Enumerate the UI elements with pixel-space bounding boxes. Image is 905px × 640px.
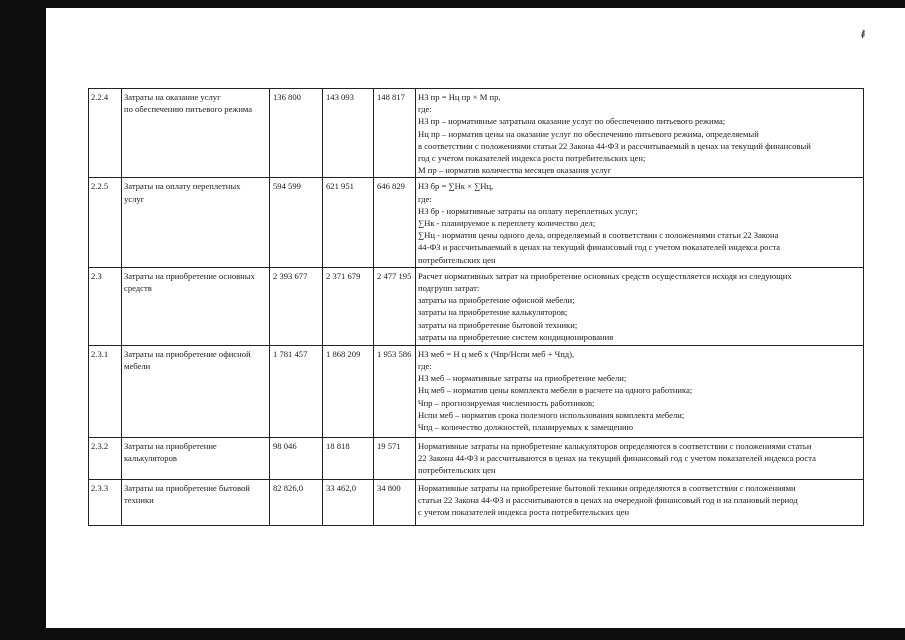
formula-line: НЗ бр - нормативные затраты на оплату переплетных услуг; [418, 205, 638, 216]
amount-year-3-cell: 148 817 [374, 89, 416, 178]
scan-border-bottom [0, 628, 905, 640]
document-page [88, 88, 863, 526]
cost-item-name-line: Затраты на оплату переплетных [124, 181, 241, 192]
formula-line: год с учетом показателей индекса роста потребительских цен; [418, 153, 646, 164]
formula-line: затраты на приобретение систем кондиционирования [418, 331, 614, 342]
formula-line: затраты на приобретение бытовой техники; [418, 319, 578, 330]
amount-year-1-cell: 82 826,0 [270, 479, 323, 525]
formula-line: Нц пр – норматив цены на оказание услуг по обеспечению питьевого режима, определяемый [418, 128, 759, 139]
formula-line: где: [418, 193, 432, 204]
formula-line: Чпд – количество должностей, планируемых к замещению [418, 422, 634, 433]
formula-description-cell [416, 437, 864, 479]
amount-year-2-cell: 143 093 [323, 89, 374, 178]
formula-line: Нспи меб – норматив срока полезного использования комплекта мебели; [418, 409, 685, 420]
cost-norms-table [88, 88, 864, 526]
amount-year-2-cell: 621 951 [323, 178, 374, 267]
formula-line: статьи 22 Закона 44-ФЗ и рассчитываются в ценах на очередной финансовый год и на плановый период [418, 495, 798, 506]
formula-line: НЗ пр – нормативные затратына оказание услуг по обеспечению питьевого режима; [418, 116, 726, 127]
formula-line: ∑Нц - норматив цены одного дела, определяемый в соответствии с положениями статьи 22 Закона [418, 230, 779, 241]
formula-description-cell [416, 479, 864, 525]
amount-year-3-cell: 1 953 586 [374, 345, 416, 437]
formula-line: затраты на приобретение калькуляторов; [418, 307, 568, 318]
formula-line: НЗ бр = ∑Нк × ∑Нц, [418, 181, 494, 192]
formula-line: потребительских цен [418, 465, 496, 476]
corner-mark: ⸙ [855, 24, 871, 43]
cost-item-name-line: мебели [124, 361, 151, 372]
cost-item-name-line: Затраты на оказание услуг [124, 92, 221, 102]
amount-year-2-cell: 2 371 679 [323, 267, 374, 345]
amount-year-1-cell: 2 393 677 [270, 267, 323, 345]
formula-line: Нормативные затраты на приобретение калькуляторов определяются в соответствии с положениями статьи [418, 440, 812, 451]
amount-year-3-cell: 646 829 [374, 178, 416, 267]
cost-item-name-cell [122, 89, 270, 178]
amount-year-2-cell: 1 868 209 [323, 345, 374, 437]
formula-description-cell [416, 345, 864, 437]
formula-line: Чпр – прогнозируемая численность работников; [418, 397, 595, 408]
row-number-cell: 2.3.3 [89, 479, 122, 525]
row-number-cell: 2.3.2 [89, 437, 122, 479]
formula-line: М пр – норматив количества месяцев оказания услуг [418, 165, 612, 176]
cost-item-name-line: Затраты на приобретение бытовой [124, 482, 250, 493]
formula-line: Нц меб – норматив цены комплекта мебели в расчете на одного работника; [418, 385, 693, 396]
row-number-cell: 2.2.4 [89, 89, 122, 178]
amount-year-3-cell: 19 571 [374, 437, 416, 479]
formula-line: с учетом показателей индекса роста потребительских цен [418, 507, 630, 518]
formula-line: ∑Нк - планируемое к переплету количество дел; [418, 218, 596, 229]
formula-line: где: [418, 361, 432, 372]
formula-line: Нормативные затраты на приобретение бытовой техники определяются в соответствии с положениями [418, 482, 796, 493]
formula-line: подгрупп затрат: [418, 283, 480, 294]
row-number-cell: 2.2.5 [89, 178, 122, 267]
cost-item-name-cell [122, 345, 270, 437]
formula-line: в соответствии с положениями статьи 22 Закона 44-ФЗ и рассчитываемый в ценах на текущий финансовый [418, 140, 811, 151]
formula-line: НЗ меб – нормативные затраты на приобретение мебели; [418, 373, 627, 384]
cost-item-name-cell [122, 437, 270, 479]
scan-border-left [0, 0, 46, 640]
cost-item-name-line: Затраты на приобретение [124, 440, 217, 451]
table-row [89, 479, 864, 525]
formula-description-cell [416, 178, 864, 267]
formula-line: 22 Закона 44-ФЗ и рассчитываются в ценах на текущий финансовый год с учетом показателей индекса роста [418, 453, 816, 464]
formula-line: 44-ФЗ и рассчитываемый в ценах на текущий финансовый год с учетом показателей индекса роста [418, 242, 781, 253]
amount-year-2-cell: 18 818 [323, 437, 374, 479]
formula-line: НЗ пр = Нц пр × М пр, [418, 92, 501, 102]
row-number-cell: 2.3 [89, 267, 122, 345]
cost-item-name-line: по обеспечению питьевого режима [124, 104, 253, 115]
cost-item-name-line: Затраты на приобретение офисной [124, 348, 251, 359]
table-row [89, 267, 864, 345]
cost-item-name-line: услуг [124, 193, 145, 204]
cost-item-name-line: техники [124, 495, 154, 506]
amount-year-3-cell: 2 477 195 [374, 267, 416, 345]
cost-item-name-line: калькуляторов [124, 453, 177, 464]
row-number-cell: 2.3.1 [89, 345, 122, 437]
formula-line: где: [418, 104, 432, 115]
table-row [89, 89, 864, 178]
amount-year-3-cell: 34 800 [374, 479, 416, 525]
formula-line: потребительских цен [418, 254, 496, 265]
cost-item-name-cell [122, 479, 270, 525]
amount-year-1-cell: 98 046 [270, 437, 323, 479]
table-body [89, 89, 864, 526]
amount-year-2-cell: 33 462,0 [323, 479, 374, 525]
table-row [89, 437, 864, 479]
scan-border-top [0, 0, 905, 8]
cost-item-name-cell [122, 267, 270, 345]
table-row [89, 345, 864, 437]
formula-line: затраты на приобретение офисной мебели; [418, 295, 575, 306]
amount-year-1-cell: 1 781 457 [270, 345, 323, 437]
formula-description-cell [416, 267, 864, 345]
formula-line: Расчет нормативных затрат на приобретение основных средств осуществляется исходя из следующих [418, 270, 792, 281]
formula-description-cell [416, 89, 864, 178]
amount-year-1-cell: 136 800 [270, 89, 323, 178]
cost-item-name-line: средств [124, 283, 152, 294]
cost-item-name-cell [122, 178, 270, 267]
cost-item-name-line: Затраты на приобретение основных [124, 270, 255, 281]
table-row [89, 178, 864, 267]
formula-line: НЗ меб = Н ц меб х (Чпр/Нспи меб + Чпд), [418, 348, 575, 359]
amount-year-1-cell: 594 599 [270, 178, 323, 267]
